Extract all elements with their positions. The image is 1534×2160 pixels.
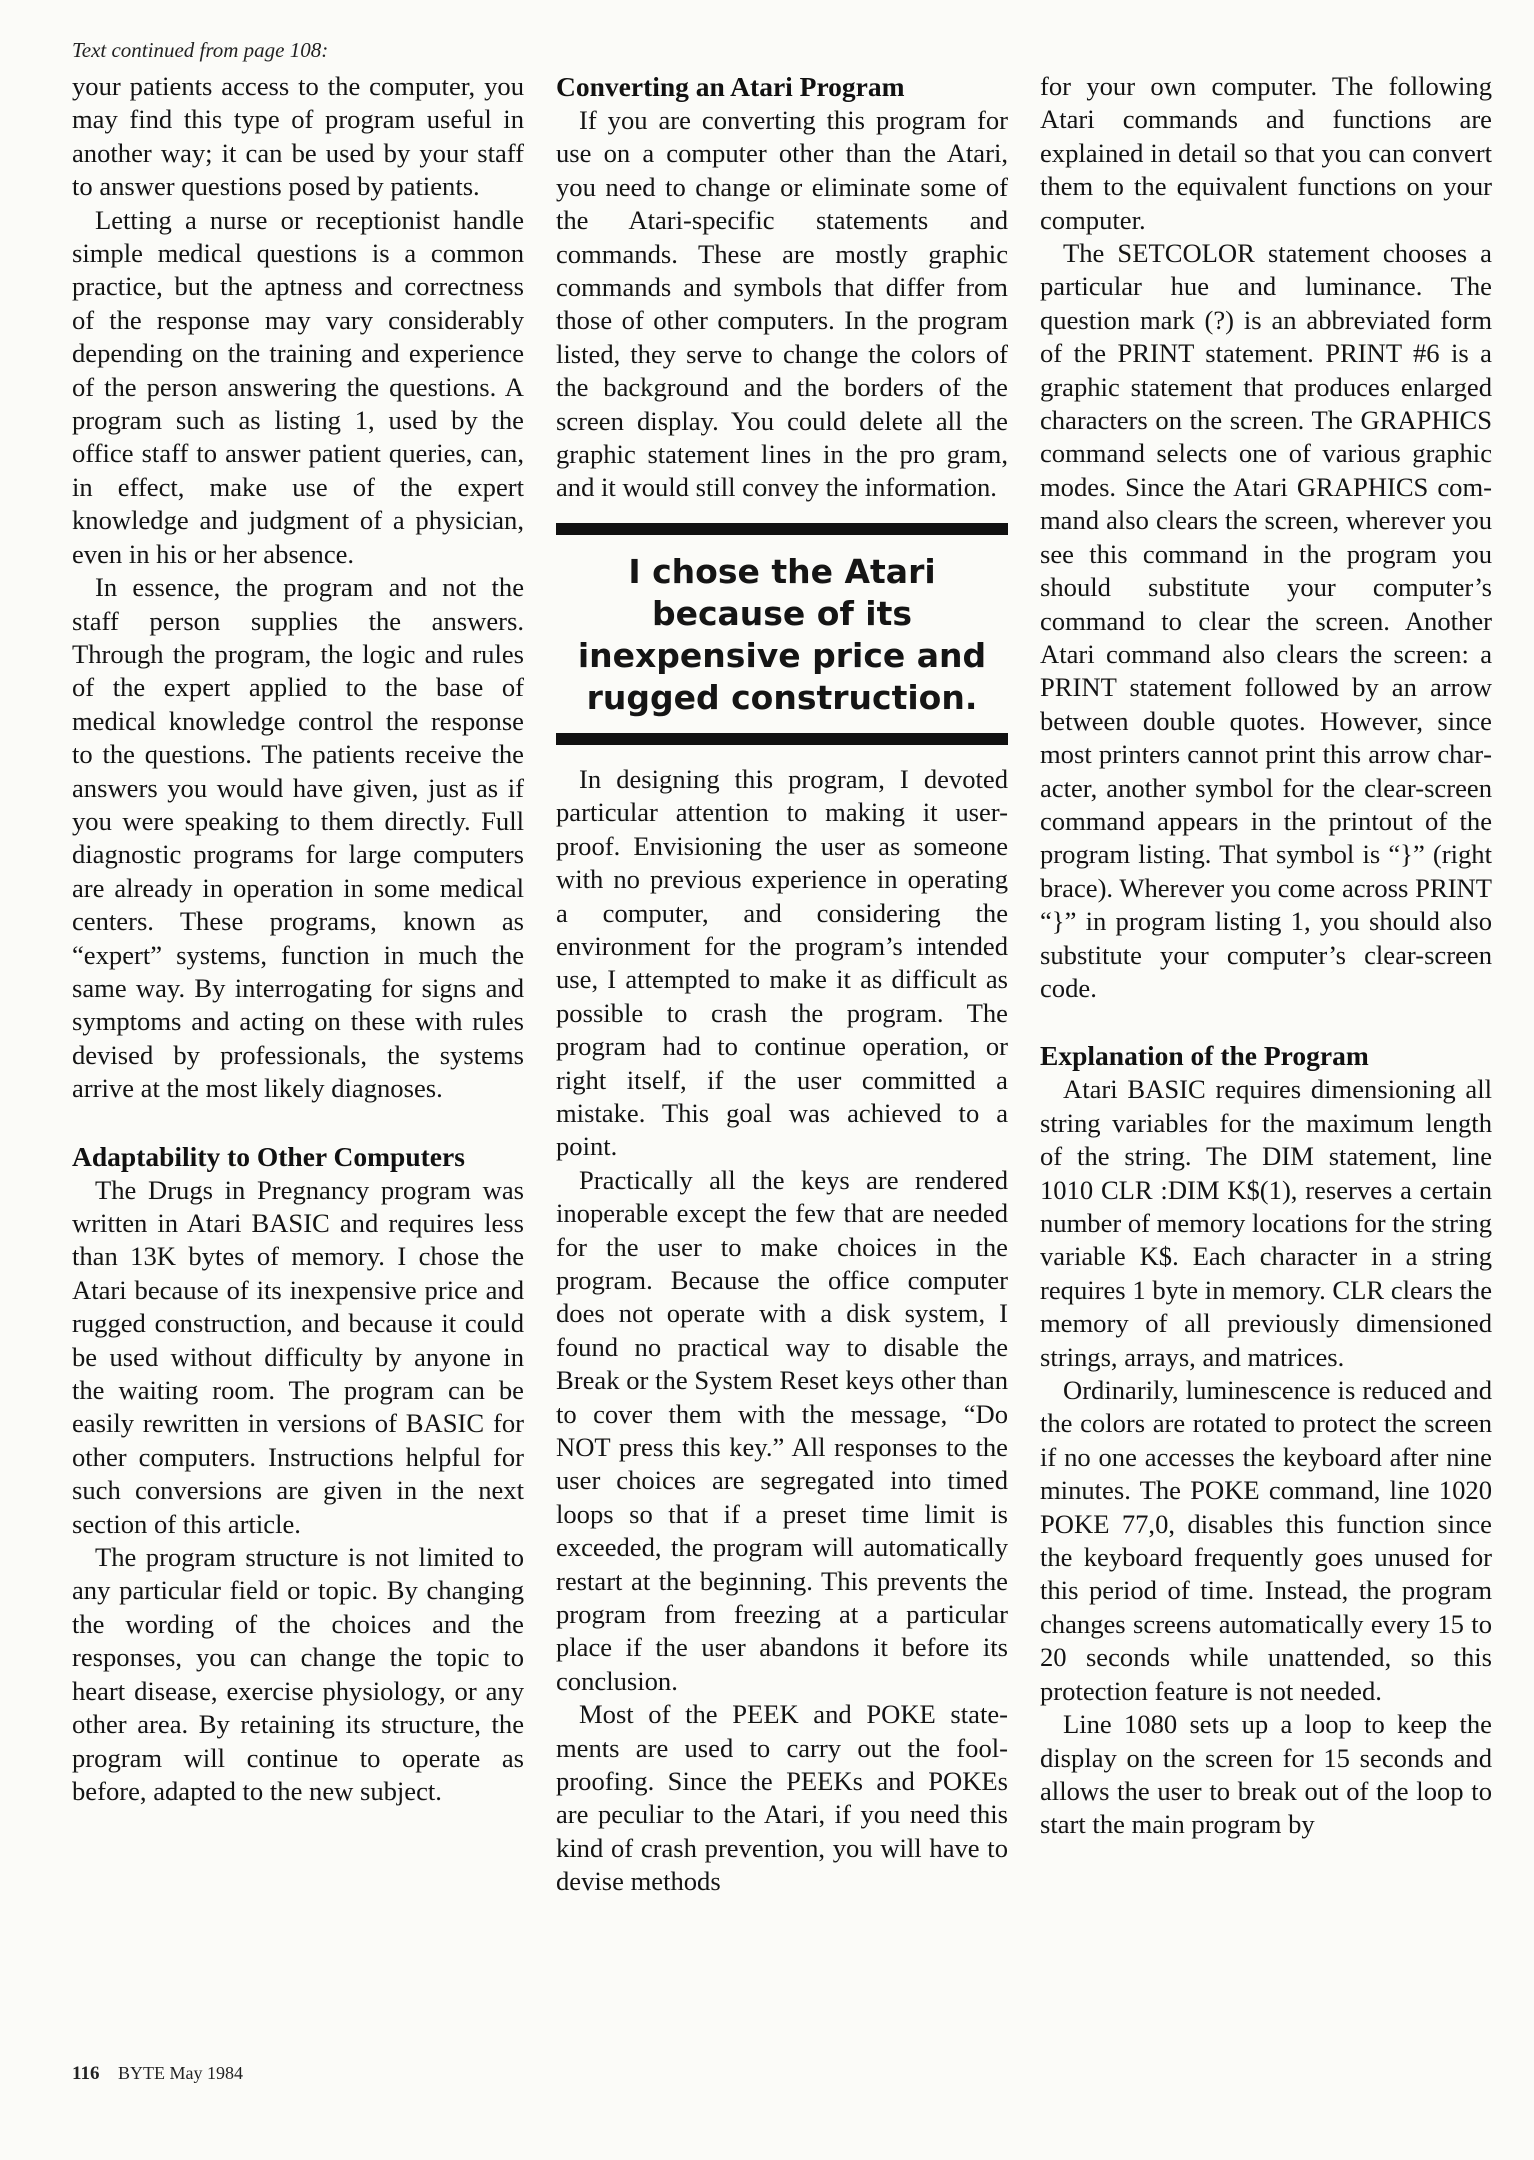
page-number: 116 [72,2063,100,2084]
paragraph: your patients access to the computer, you may find this type of program useful in another way; it can be used by your staff to answer questions posed by patients. [72,71,524,202]
section-heading-adaptability: Adaptability to Other Computers [72,1140,465,1172]
paragraph: Practically all the keys are rendered inoperable except the few that are needed for the user to make choices in the program. Because the office computer does not operate with a disk system, I found no practical way to disable the Break or the System Reset keys other than to cover them with the message, “Do NOT press this key.” All responses to the user choices are segregated into timed loops so that if a preset time limit is exceeded, the program will automatically restart at the beginning. This prevents the program from freezing at a particular place if the user abandons it before its conclusion. [556,1164,1008,1696]
paragraph: Ordinarily, luminescence is reduced and the colors are rotated to protect the screen if no one accesses the keyboard after nine minutes. The POKE command, line 1020 POKE 77,0, disables this function since the keyboard frequently goes unused for this period of time. Instead, the program changes screens automatically every 15 to 20 seconds while unattended, so this protection feature is not needed. [1040,1375,1492,1706]
column-1 [72,70,524,1808]
column-3 [1040,70,1492,1842]
paragraph: The program structure is not limited to any particular field or topic. By changing the wording of the choices and the responses, you can change the topic to heart disease, exercise physiology, or any other area. By retaining its structure, the program will continue to operate as before, adapted to the new subject. [72,1542,524,1806]
paragraph: for your own computer. The following Atari commands and functions are explained in detail so that you can convert them to the equivalent functions on your computer. [1040,71,1492,235]
paragraph: Most of the PEEK and POKE statements are used to carry out the foolproofing. Since the PEEKs and POKEs are peculiar to the Atari, if you need this kind of crash prevention, you will have to devise methods [556,1699,1008,1897]
paragraph: In essence, the program and not the staff person supplies the answers. Through the program, the logic and rules of the expert applied to the base of medical knowledge control the response to the questions. The patients receive the answers you would have given, just as if you were speaking to them directly. Full diagnostic programs for large computers are already in operation in some medical centers. These programs, known as “expert” systems, function in much the same way. By interrogating for signs and symptoms and acting on these with rules devised by professionals, the systems arrive at the most likely diagnoses. [72,572,524,1104]
issue-label: BYTE May 1984 [117,2063,243,2083]
paragraph: Line 1080 sets up a loop to keep the display on the screen for 15 seconds and allows the user to break out of the loop to start the main program by [1040,1709,1492,1840]
section-heading-explanation: Explanation of the Program [1040,1040,1369,1072]
paragraph: Letting a nurse or receptionist handle simple medical questions is a common practice, but the aptness and correctness of the response may vary considerably depending on the training and experience of the person answering the questions. A program such as listing 1, used by the office staff to answer patient queries, can, in effect, make use of the expert knowledge and judgment of a physician, even in his or her absence. [72,204,524,569]
paragraph: The SETCOLOR statement chooses a particular hue and luminance. The question mark (?) is an abbreviated form of the PRINT statement. PRINT #6 is a graphic statement that produces enlarged characters on the screen. The GRAPHICS command selects one of various graphic modes. Since the Atari GRAPHICS command also clears the screen, wherever you see this command in the program you should substitute your computer’s command to clear the screen. Another Atari command also clears the screen: a PRINT statement followed by an arrow between double quotes. However, since most printers cannot print this arrow character, another symbol for the clear-screen command appears in the printout of the program listing. That symbol is “}” (right brace). Wherever you come across PRINT “}” in program listing 1, you should also substitute your computer’s clear-screen code. [1040,238,1492,1003]
paragraph: In designing this program, I devoted particular attention to making it user-proof. Envisioning the user as someone with no previous experience in operating a computer, and considering the environment for the program’s intended use, I attempted to make it as difficult as possible to crash the program. The program had to continue operation, or right itself, if the user committed a mistake. This goal was achieved to a point. [556,763,1008,1162]
pull-quote: I chose the Atari because of its inexpensive price and rugged construction. [556,523,1008,745]
column-2 [556,70,1008,1899]
page-footer [72,2063,243,2085]
paragraph: The Drugs in Pregnancy program was written in Atari BASIC and requires less than 13K bytes of memory. I chose the Atari because of its inexpensive price and rugged construction, and because it could be used without difficulty by anyone in the waiting room. The program can be easily rewritten in versions of BASIC for other computers. Instructions helpful for such conversions are given in the next section of this article. [72,1174,524,1539]
continued-note: Text continued from page 108: [72,38,329,62]
section-heading-converting: Converting an Atari Program [556,71,905,102]
paragraph: If you are converting this program for use on a computer other than the Atari, you need to change or eliminate some of the Atari-specific statements and commands. These are mostly graphic commands and symbols that differ from those of other computers. In the program listed, they serve to change the colors of the background and the borders of the screen display. You could delete all the graphic statement lines in the pro gram, and it would still convey the information. [556,105,1008,503]
paragraph: Atari BASIC requires dimensioning all string variables for the maximum length of the string. The DIM statement, line 1010 CLR :DIM K$(1), reserves a certain number of memory locations for the string variable K$. Each character in a string requires 1 byte in memory. CLR clears the memory of all previously dimensioned strings, arrays, and matrices. [1040,1074,1492,1372]
